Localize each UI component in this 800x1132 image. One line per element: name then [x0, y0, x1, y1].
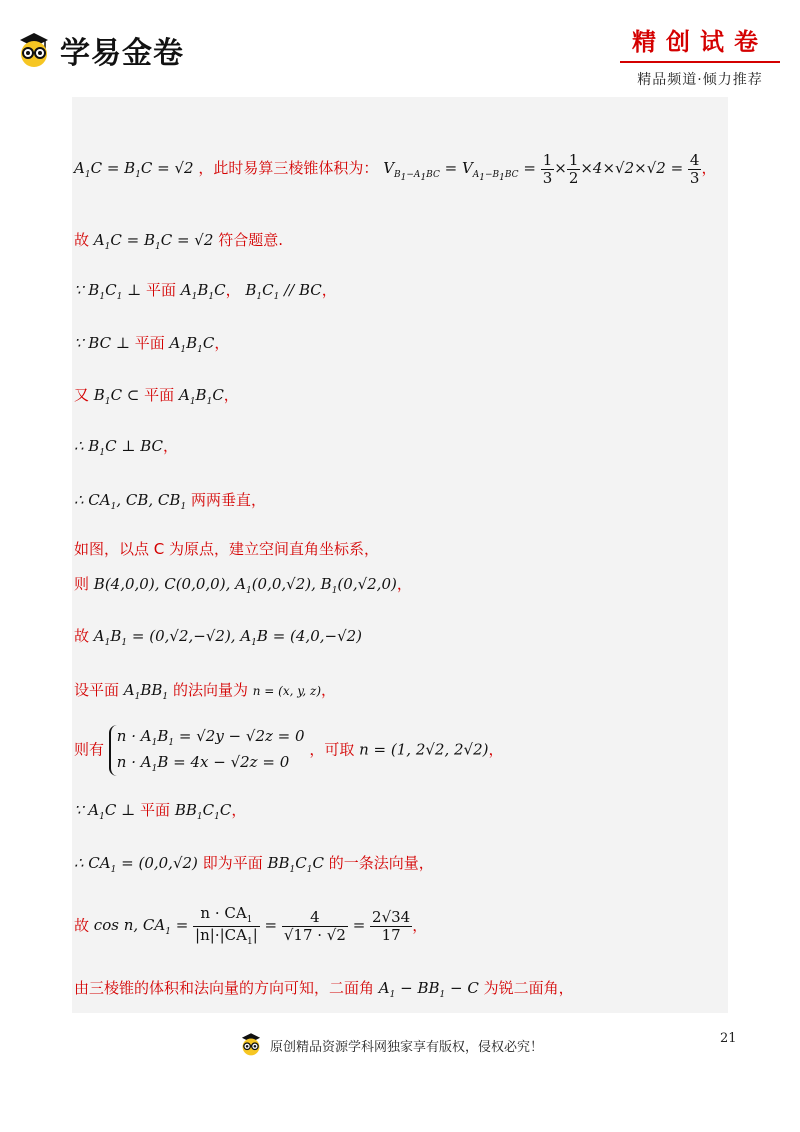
solution-line-16: 由三棱锥的体积和法向量的方向可知，二面角 $A_1 - BB_1 - C$ 为锐二面角， [74, 979, 574, 1000]
scholar-owl-icon [238, 1030, 264, 1060]
solution-line-9: 则 B(4,0,0), C(0,0,0), $A_1(0,0,√2)$, $B_1(0,√2,0)$， [74, 575, 412, 596]
solution-line-7: ∴ $CA_1$, CB, $CB_1$ 两两垂直， [74, 491, 266, 512]
solution-line-13: ∵ $A_1C$ ⊥ 平面 $BB_1C_1C$， [74, 801, 247, 822]
page-number: 21 [720, 1031, 737, 1046]
brand-subtitle: 精品频道·倾力推荐 [637, 72, 763, 88]
solution-line-2: 故 $A_1C = B_1C = √2$ 符合题意. [74, 231, 283, 252]
footer-copyright: 原创精品资源学科网独家享有版权，侵权必究！ [270, 1039, 544, 1055]
logo [14, 28, 184, 72]
brand-title: 精创试卷 [620, 22, 780, 63]
logo-text: 学易金卷 [60, 36, 184, 71]
solution-line-11: 设平面 $A_1BB_1$ 的法向量为 n = (x, y, z)， [74, 681, 337, 702]
solution-line-10: 故 $A_1B_1 = (0,√2,-√2)$, $A_1B = (4,0,-√2)$ [74, 627, 363, 648]
solution-line-15: 故 cos n, $CA_1$ = $\frac{n \cdot CA_1}{|n|\cdot|CA_1|}$ = $\frac{4}{√17 \cdot √2}$ = $\frac{2√34}{17}$ ， [74, 904, 428, 947]
solution-line-6: ∴ $B_1C$ ⊥ BC， [74, 437, 178, 458]
solution-line-14: ∴ $CA_1 = (0,0,√2)$ 即为平面 $BB_1C_1C$ 的一条法向量， [74, 854, 434, 875]
scholar-owl-icon [14, 28, 54, 72]
solution-line-5: 又 $B_1C$ ⊂ 平面 $A_1B_1C$， [74, 386, 239, 407]
brand-block [620, 22, 780, 89]
solution-content [72, 97, 728, 1013]
solution-line-12: 则有 $n \cdot A_1B_1 = √2y - √2z = 0$ $n \cdot A_1B = 4x - √2z = 0$ ，可取 n = (1, 2√2, 2√2)， [74, 725, 504, 776]
solution-line-3: ∵ $B_1C_1$ ⊥ 平面 $A_1B_1C$， $B_1C_1$ // BC， [74, 281, 337, 302]
page-footer [238, 1030, 543, 1060]
solution-line-4: ∵ BC ⊥ 平面 $A_1B_1C$， [74, 334, 230, 355]
solution-line-1: $A_1C = B_1C = √2$ ，此时易算三棱锥体积为： $V_{B_1-A_1BC} = V_{A_1-B_1BC}$ = $\frac{1}{3}$ × $\frac{1}{2}$ ×4×√2×√2 = $\frac{4}{3}$ ， [74, 151, 717, 187]
solution-line-8: 如图，以点 C 为原点，建立空间直角坐标系， [74, 540, 380, 558]
page-header [0, 0, 800, 90]
